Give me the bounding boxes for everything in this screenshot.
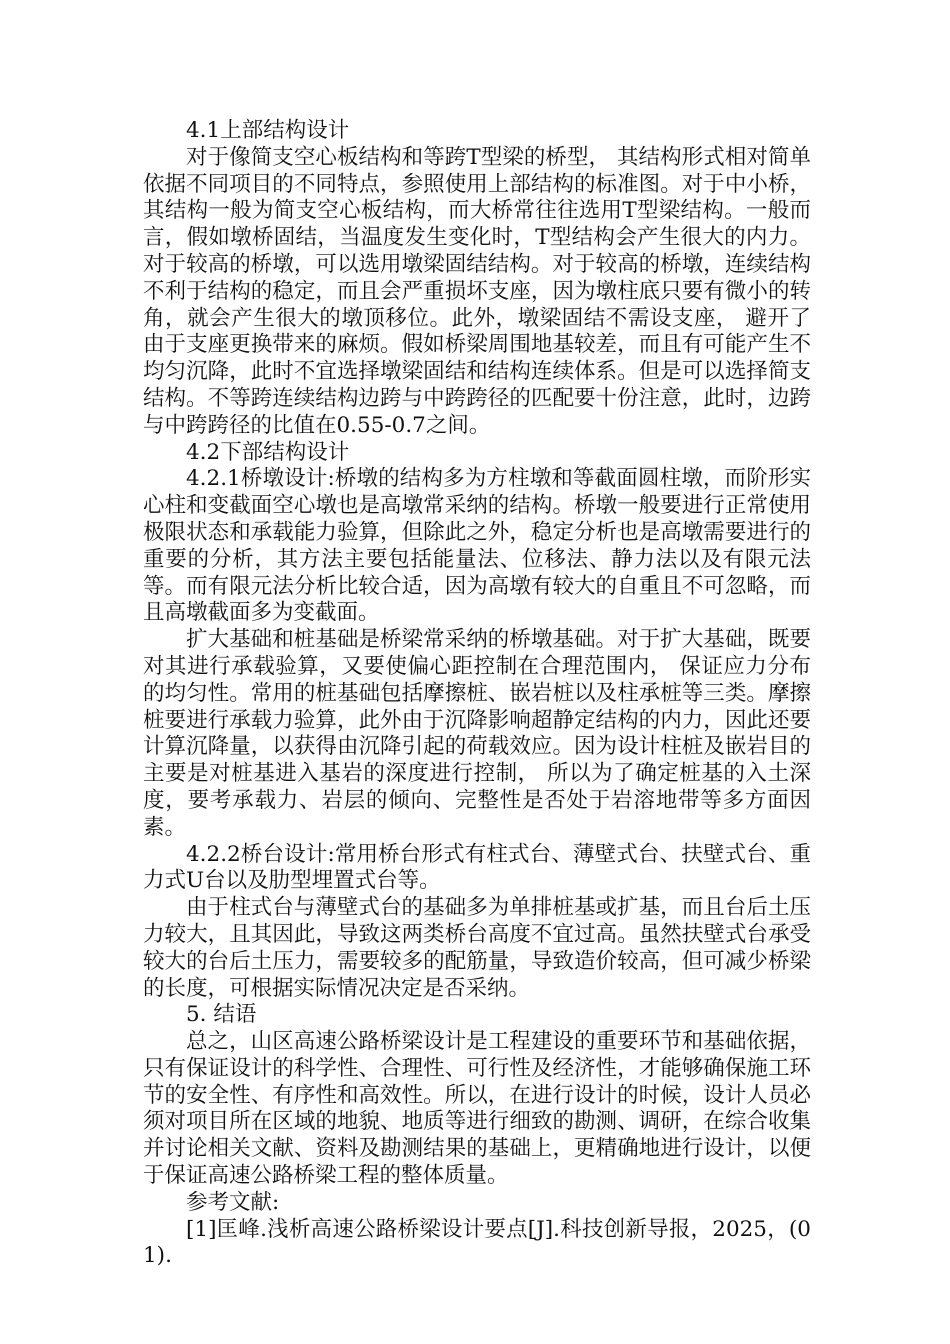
section-heading-4-2: 4.2下部结构设计 (186, 439, 350, 465)
references-heading: 参考文献: (186, 1189, 280, 1215)
paragraph-superstructure: 对于像简支空心板结构和等跨T型梁的桥型， 其结构形式相对简单依据不同项目的不同特点，参照使用上部结构的标准图。对于中小桥，其结构一般为简支空心板结构，而大桥常往往选用T型梁结构。一般而言，假如墩桥固结，当温度发生变化时，T型结构会产生很大的内力。对于较高的桥墩，可以选用墩梁固结结构。对于较高的桥墩，连续结构不利于结构的稳定，而且会严重损坏支座，因为墩柱底只要有微小的转角，就会产生很大的墩顶移位。此外，墩梁固结不需设支座， 避开了由于支座更换带来的麻烦。假如桥梁周围地基较差，而且有可能产生不均匀沉降，此时不宜选择墩梁固结和结构连续体系。但是可以选择简支结构。不等跨连续结构边跨与中跨跨径的匹配要十份注意，此时，边跨与中跨跨径的比值在0.55-0.7之间。 (143, 144, 811, 438)
paragraph-pier-design: 4.2.1桥墩设计:桥墩的结构多为方柱墩和等截面圆柱墩，而阶形实心柱和变截面空心墩也是高墩常采纳的结构。桥墩一般要进行正常使用极限状态和承载能力验算，但除此之外，稳定分析也是高墩需要进行的重要的分析，其方法主要包括能量法、位移法、静力法以及有限元法等。而有限元法分析比较合适，因为高墩有较大的自重且不可忽略，而且高墩截面多为变截面。 (143, 466, 811, 626)
section-heading-conclusion: 5. 结语 (186, 1002, 257, 1028)
reference-item: [1]匡峰.浅析高速公路桥梁设计要点[J].科技创新导报，2025，(01). (143, 1216, 811, 1269)
paragraph-abutment-design: 4.2.2桥台设计:常用桥台形式有柱式台、薄壁式台、扶壁式台、重力式U台以及肋型埋置式台等。 (143, 841, 811, 894)
paragraph-abutment-comparison: 由于柱式台与薄壁式台的基础多为单排桩基或扩基，而且台后土压力较大，且其因此，导致这两类桥台高度不宜过高。虽然扶壁式台承受较大的台后土压力，需要较多的配筋量，导致造价较高，但可减少桥梁的长度，可根据实际情况决定是否采纳。 (143, 895, 811, 1001)
section-heading-4-1: 4.1上部结构设计 (186, 118, 350, 143)
paragraph-foundation: 扩大基础和桩基础是桥梁常采纳的桥墩基础。对于扩大基础，既要对其进行承载验算，又要使偏心距控制在合理范围内， 保证应力分布的均匀性。常用的桩基础包括摩擦桩、嵌岩桩以及柱承桩等三类。摩擦桩要进行承载力验算，此外由于沉降影响超静定结构的内力，因此还要计算沉降量，以获得由沉降引起的荷载效应。因为设计柱桩及嵌岩目的主要是对桩基进入基岩的深度进行控制， 所以为了确定桩基的入土深度，要考承载力、岩层的倾向、完整性是否处于岩溶地带等多方面因素。 (143, 627, 811, 840)
paragraph-conclusion: 总之，山区高速公路桥梁设计是工程建设的重要环节和基础依据，只有保证设计的科学性、合理性、可行性及经济性，才能够确保施工环节的安全性、有序性和高效性。所以，在进行设计的时候，设计人员必须对项目所在区域的地貌、地质等进行细致的勘测、调研，在综合收集并讨论相关文献、资料及勘测结果的基础上，更精确地进行设计，以便于保证高速公路桥梁工程的整体质量。 (143, 1029, 811, 1189)
document-body (143, 118, 811, 1270)
